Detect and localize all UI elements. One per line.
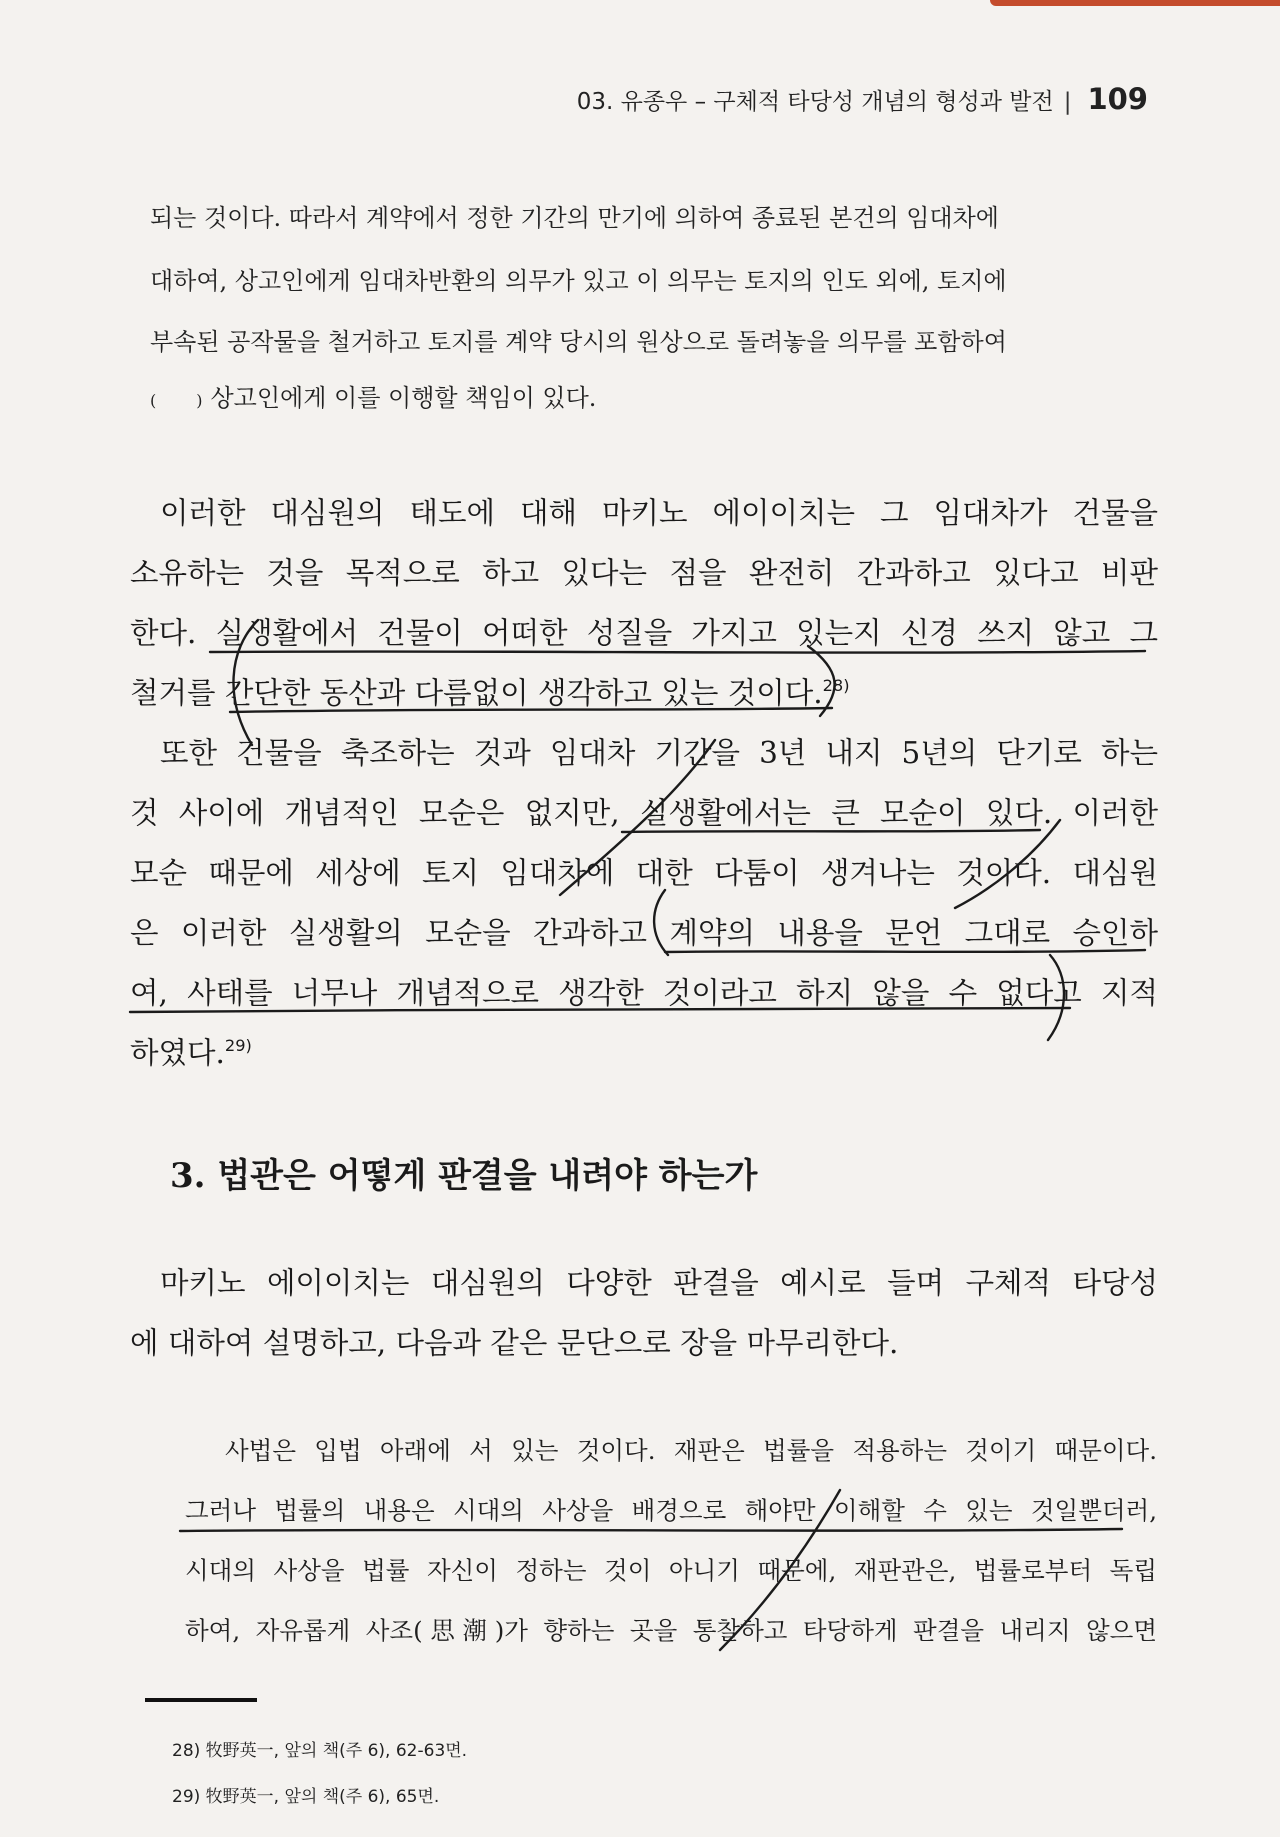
section-heading: 3. 법관은 어떻게 판결을 내려야 하는가 [170, 1156, 758, 1196]
running-title: 03. 유종우 – 구체적 타당성 개념의 형성과 발전 [576, 89, 1054, 115]
para1-line-3: 한다. 실생활에서 건물이 어떠한 성질을 가지고 있는지 신경 쓰지 않고 그 [130, 616, 1158, 650]
para2-line-3: 모순 때문에 세상에 토지 임대차에 대한 다툼이 생겨나는 것이다. 대심원 [130, 856, 1158, 890]
quote1-line-3: 부속된 공작물을 철거하고 토지를 계약 당시의 원상으로 돌려놓을 의무를 포함하여 [150, 328, 1007, 356]
para2-line-4: 은 이러한 실생활의 모순을 간과하고 계약의 내용을 문언 그대로 승인하 [130, 916, 1158, 950]
para2-line-2: 것 사이에 개념적인 모순은 없지만, 실생활에서는 큰 모순이 있다. 이러한 [130, 796, 1158, 830]
quote2-line-3: 시대의 사상을 법률 자신이 정하는 것이 아니기 때문에, 재판관은, 법률로부터 독립 [185, 1556, 1157, 1585]
footnote-29: 29) 牧野英一, 앞의 책(주 6), 65면. [172, 1787, 440, 1807]
quote2-line-4: 하여, 자유롭게 사조(思潮)가 향하는 곳을 통찰하고 타당하게 판결을 내리지 않으면 [185, 1616, 1157, 1645]
running-header [577, 82, 1148, 116]
quote2-line-1: 사법은 입법 아래에 서 있는 것이다. 재판은 법률을 적용하는 것이기 때문이다. [225, 1436, 1157, 1465]
quote1-line-4 [150, 378, 596, 413]
para1-line-1: 이러한 대심원의 태도에 대해 마키노 에이이치는 그 임대차가 건물을 [160, 496, 1158, 530]
para2-line-1: 또한 건물을 축조하는 것과 임대차 기간을 3년 내지 5년의 단기로 하는 [160, 736, 1158, 770]
page-number: 109 [1087, 82, 1148, 116]
footnote-ref-28[interactable]: 28) [822, 675, 850, 695]
quote1-line-1: 되는 것이다. 따라서 계약에서 정한 기간의 만기에 의하여 종료된 본건의 임대차에 [150, 204, 999, 232]
para1-line-4 [130, 670, 1158, 712]
quote1-line-4-text: 상고인에게 이를 이행할 책임이 있다. [210, 384, 597, 412]
para2-line-6-text: 하였다. [130, 1036, 225, 1070]
para1-line-2: 소유하는 것을 목적으로 하고 있다는 점을 완전히 간과하고 있다고 비판 [130, 556, 1158, 590]
underline-quote2 [180, 1529, 1122, 1531]
footnote-28: 28) 牧野英一, 앞의 책(주 6), 62-63면. [172, 1741, 468, 1761]
para2-line-6 [130, 1030, 1158, 1072]
quote1-bracket-open: ( [150, 391, 157, 410]
footnote-ref-29[interactable]: 29) [224, 1035, 252, 1055]
quote1-line-2: 대하여, 상고인에게 임대차반환의 의무가 있고 이 의무는 토지의 인도 외에, 토지에 [150, 267, 1007, 295]
quote1-bracket-close: ) [196, 391, 203, 410]
para1-line-4-text: 철거를 간단한 동산과 다름없이 생각하고 있는 것이다. [130, 676, 823, 710]
para3-line-1: 마키노 에이이치는 대심원의 다양한 판결을 예시로 들며 구체적 타당성 [160, 1266, 1158, 1300]
para2-line-5: 여, 사태를 너무나 개념적으로 생각한 것이라고 하지 않을 수 없다고 지적 [130, 976, 1158, 1010]
page-edge-mark [990, 0, 1280, 6]
quote2-line-2: 그러나 법률의 내용은 시대의 사상을 배경으로 해야만 이해할 수 있는 것일뿐더러, [185, 1496, 1157, 1525]
footnote-rule [145, 1698, 257, 1702]
header-separator: | [1063, 89, 1072, 115]
para3-line-2: 에 대하여 설명하고, 다음과 같은 문단으로 장을 마무리한다. [130, 1326, 899, 1360]
